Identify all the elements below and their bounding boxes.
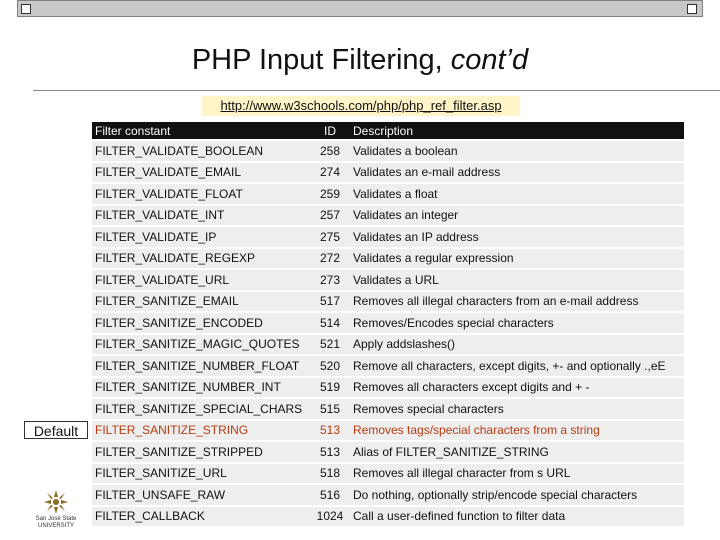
title-emphasis: cont’d: [450, 44, 529, 76]
university-seal-icon: [42, 488, 70, 516]
title-divider: [33, 90, 720, 91]
table-header-row: [92, 122, 684, 139]
bullet-square-icon: [687, 4, 697, 14]
cell-constant: FILTER_VALIDATE_REGEXP: [92, 249, 310, 269]
cell-constant: FILTER_SANITIZE_NUMBER_INT: [92, 378, 310, 398]
table-row: [92, 485, 684, 505]
cell-constant: FILTER_VALIDATE_EMAIL: [92, 163, 310, 183]
bullet-square-icon: [21, 4, 31, 14]
table-row: [92, 206, 684, 226]
cell-description: Validates an e-mail address: [350, 163, 684, 183]
table-row: [92, 464, 684, 484]
cell-id: 257: [310, 206, 350, 226]
table-row: [92, 270, 684, 290]
cell-description: Validates an IP address: [350, 227, 684, 247]
cell-id: 513: [310, 421, 350, 441]
cell-id: 515: [310, 399, 350, 419]
table-row: [92, 141, 684, 161]
cell-constant: FILTER_SANITIZE_STRIPPED: [92, 442, 310, 462]
cell-description: Removes all illegal character from s URL: [350, 464, 684, 484]
cell-description: Removes all characters except digits and + -: [350, 378, 684, 398]
cell-id: 272: [310, 249, 350, 269]
table-row: [92, 249, 684, 269]
cell-constant: FILTER_SANITIZE_EMAIL: [92, 292, 310, 312]
cell-constant: FILTER_SANITIZE_MAGIC_QUOTES: [92, 335, 310, 355]
cell-description: Validates a regular expression: [350, 249, 684, 269]
table-row: [92, 184, 684, 204]
table-row: [92, 313, 684, 333]
table-row: [92, 356, 684, 376]
cell-constant: FILTER_VALIDATE_INT: [92, 206, 310, 226]
cell-description: Removes/Encodes special characters: [350, 313, 684, 333]
cell-description: Removes special characters: [350, 399, 684, 419]
cell-constant: FILTER_SANITIZE_URL: [92, 464, 310, 484]
cell-constant: FILTER_VALIDATE_FLOAT: [92, 184, 310, 204]
table-row: [92, 163, 684, 183]
cell-id: 516: [310, 485, 350, 505]
cell-description: Apply addslashes(): [350, 335, 684, 355]
cell-constant: FILTER_SANITIZE_NUMBER_FLOAT: [92, 356, 310, 376]
cell-id: 273: [310, 270, 350, 290]
column-header-id: ID: [310, 122, 350, 139]
cell-id: 258: [310, 141, 350, 161]
filter-table: [92, 120, 684, 528]
cell-description: Do nothing, optionally strip/encode special characters: [350, 485, 684, 505]
cell-constant: FILTER_VALIDATE_IP: [92, 227, 310, 247]
cell-id: 514: [310, 313, 350, 333]
cell-id: 521: [310, 335, 350, 355]
cell-id: 1024: [310, 507, 350, 527]
table-row: [92, 421, 684, 441]
table-row: [92, 507, 684, 527]
table-row: [92, 335, 684, 355]
table-row: [92, 378, 684, 398]
cell-id: 518: [310, 464, 350, 484]
table-row: [92, 292, 684, 312]
cell-description: Remove all characters, except digits, +- and optionally .,eE: [350, 356, 684, 376]
slide-title: [0, 44, 720, 77]
default-label: Default: [24, 421, 88, 439]
column-header-description: Description: [350, 122, 684, 139]
cell-constant: FILTER_CALLBACK: [92, 507, 310, 527]
cell-id: 274: [310, 163, 350, 183]
table-row: [92, 442, 684, 462]
university-logo: [30, 488, 82, 532]
cell-id: 275: [310, 227, 350, 247]
cell-id: 259: [310, 184, 350, 204]
table-row: [92, 399, 684, 419]
logo-text-university: UNIVERSITY: [37, 523, 74, 529]
cell-constant: FILTER_SANITIZE_ENCODED: [92, 313, 310, 333]
cell-constant: FILTER_SANITIZE_STRING: [92, 421, 310, 441]
cell-id: 520: [310, 356, 350, 376]
cell-id: 517: [310, 292, 350, 312]
cell-constant: FILTER_UNSAFE_RAW: [92, 485, 310, 505]
column-header-constant: Filter constant: [92, 122, 310, 139]
title-main: PHP Input Filtering,: [191, 44, 451, 76]
cell-id: 519: [310, 378, 350, 398]
cell-description: Call a user-defined function to filter data: [350, 507, 684, 527]
table-row: [92, 227, 684, 247]
cell-description: Validates a boolean: [350, 141, 684, 161]
cell-description: Removes all illegal characters from an e-mail address: [350, 292, 684, 312]
cell-description: Removes tags/special characters from a string: [350, 421, 684, 441]
cell-constant: FILTER_VALIDATE_URL: [92, 270, 310, 290]
cell-description: Validates an integer: [350, 206, 684, 226]
window-title-bar: [17, 0, 703, 17]
cell-id: 513: [310, 442, 350, 462]
cell-description: Validates a URL: [350, 270, 684, 290]
cell-constant: FILTER_SANITIZE_SPECIAL_CHARS: [92, 399, 310, 419]
reference-link[interactable]: http://www.w3schools.com/php/php_ref_filter.asp: [202, 96, 520, 116]
logo-text-name: San José State: [35, 516, 77, 522]
cell-description: Validates a float: [350, 184, 684, 204]
cell-description: Alias of FILTER_SANITIZE_STRING: [350, 442, 684, 462]
cell-constant: FILTER_VALIDATE_BOOLEAN: [92, 141, 310, 161]
